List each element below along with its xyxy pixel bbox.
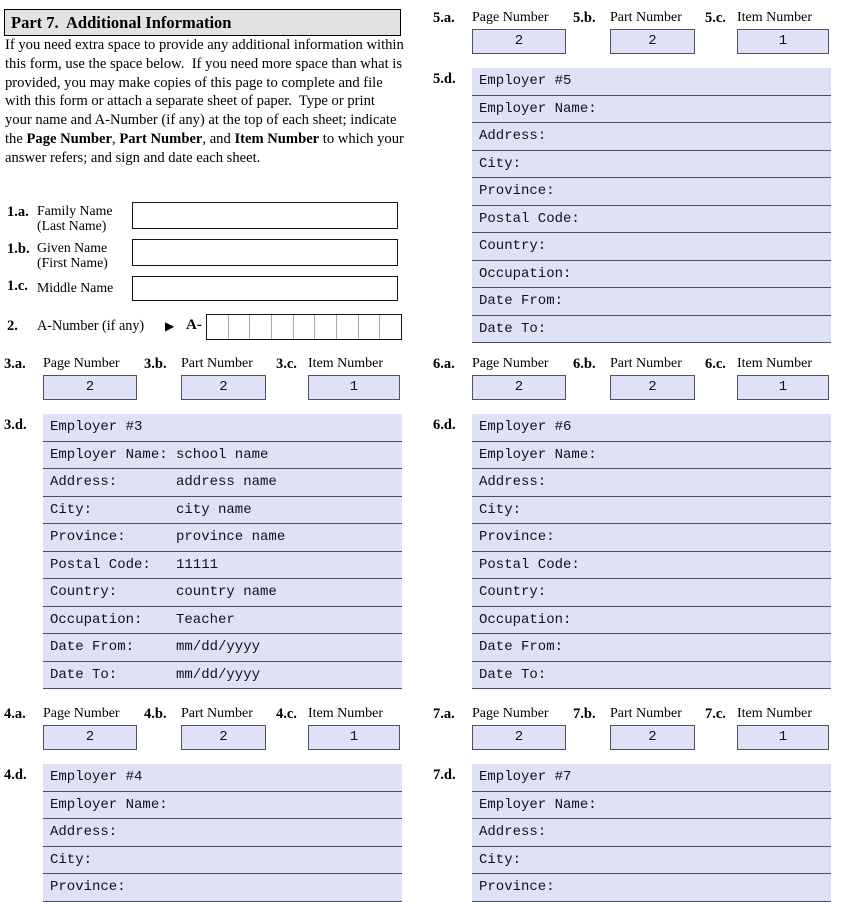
part-number-label: Part Number [610, 10, 682, 25]
field-label: Address: [50, 824, 126, 841]
field-label: Address: [479, 824, 555, 841]
family-name-input[interactable] [132, 202, 398, 229]
a-number-cell[interactable] [207, 315, 228, 339]
employer-field-row[interactable] [472, 662, 831, 690]
field-label: Province: [479, 879, 564, 896]
item-number-label: 1.a. [7, 204, 29, 220]
employer-field-row[interactable] [43, 497, 402, 525]
field-label: Employer Name: [50, 446, 177, 463]
item-label-7a: 7.a. [433, 706, 455, 722]
field-value: mm/dd/yyyy [176, 639, 261, 656]
item-number-label: Item Number [308, 356, 384, 371]
page-number-label: Page Number [472, 706, 549, 721]
employer-title-row[interactable]: Employer #6 [472, 414, 831, 442]
employer-field-row[interactable] [43, 469, 402, 497]
page-number-bold-term: Page Number [26, 130, 113, 147]
field-label: Date To: [479, 666, 555, 683]
employer-field-row[interactable] [472, 819, 831, 847]
employer-field-row[interactable] [43, 552, 402, 580]
item-label-5a: 5.a. [433, 10, 455, 26]
employer-field-row[interactable] [472, 123, 831, 151]
employer-field-row[interactable] [472, 288, 831, 316]
employer-block-5 [472, 68, 831, 343]
item-number-field[interactable]: 1 [737, 375, 829, 400]
a-number-prefix: A- [186, 317, 202, 333]
part-number-label: Part Number [181, 706, 253, 721]
employer-field-row[interactable] [43, 792, 402, 820]
field-label: Employer Name: [479, 796, 606, 813]
item-label-4a: 4.a. [4, 706, 26, 722]
item-label-3b: 3.b. [144, 356, 167, 372]
a-number-cell[interactable] [379, 315, 401, 339]
item-label-3c: 3.c. [276, 356, 297, 372]
a-number-cell[interactable] [358, 315, 380, 339]
field-label: City: [50, 501, 101, 518]
field-label: City: [479, 851, 530, 868]
part-number-field[interactable]: 2 [181, 725, 266, 750]
employer-field-row[interactable] [43, 662, 402, 690]
item-number-label: 1.c. [7, 278, 28, 294]
field-label: City: [479, 501, 530, 518]
employer-field-row[interactable] [43, 607, 402, 635]
given-name-label: Given Name (First Name) [37, 240, 108, 270]
item-label-5c: 5.c. [705, 10, 726, 26]
employer-field-row[interactable] [472, 233, 831, 261]
employer-field-row[interactable] [472, 442, 831, 470]
employer-field-row[interactable] [43, 634, 402, 662]
page-number-label: Page Number [472, 356, 549, 371]
employer-field-row[interactable] [43, 524, 402, 552]
field-label: Province: [479, 529, 564, 546]
field-value: country name [176, 584, 277, 601]
item-number-field[interactable]: 1 [737, 29, 829, 54]
part-number-label: Part Number [610, 356, 682, 371]
a-number-cell[interactable] [271, 315, 293, 339]
item-number-label: Item Number [737, 356, 813, 371]
page-number-field[interactable]: 2 [472, 375, 566, 400]
field-label: Occupation: [50, 611, 151, 628]
field-label: Address: [50, 474, 126, 491]
field-label: Address: [479, 474, 555, 491]
field-label: Postal Code: [479, 556, 589, 573]
field-value: mm/dd/yyyy [176, 666, 261, 683]
field-label: Occupation: [479, 265, 580, 282]
employer-field-row[interactable] [472, 178, 831, 206]
item-number-label: Item Number [737, 706, 813, 721]
item-label-7c: 7.c. [705, 706, 726, 722]
instructions-text: If you need extra space to provide any additional information within this form, use the space below. If you need more space than what is provided, you may make copies of this page to complete and file with this form or attach a separate sheet of paper. Type or print your name and A-Number (if any) at the top of each sheet; indicate the Page Number, Part Number, and Item Number to which your answer refers; and sign and date each sheet. [5, 37, 408, 166]
field-label: Postal Code: [479, 210, 589, 227]
field-label: Date From: [479, 639, 572, 656]
field-label: Country: [479, 238, 555, 255]
employer-block-7 [472, 764, 831, 902]
employer-block-4 [43, 764, 402, 902]
part-number-bold-term: Part Number [119, 130, 203, 147]
employer-field-row[interactable] [43, 442, 402, 470]
part-number-field[interactable]: 2 [610, 725, 695, 750]
field-value: 11111 [176, 556, 219, 573]
employer-field-row[interactable] [472, 634, 831, 662]
family-name-label: Family Name (Last Name) [37, 203, 113, 233]
a-number-label: A-Number (if any) [37, 318, 145, 334]
page-number-label: Page Number [43, 356, 120, 371]
given-name-input[interactable] [132, 239, 398, 266]
field-value: city name [176, 501, 252, 518]
employer-field-row[interactable] [43, 579, 402, 607]
a-number-cell[interactable] [228, 315, 250, 339]
part-number-label: Part Number [181, 356, 253, 371]
section-7 [433, 706, 831, 896]
item-number-field[interactable]: 1 [737, 725, 829, 750]
employer-block-3 [43, 414, 402, 689]
page-number-label: Page Number [472, 10, 549, 25]
item-label-6c: 6.c. [705, 356, 726, 372]
employer-title-row[interactable]: Employer #5 [472, 68, 831, 96]
field-label: City: [50, 851, 101, 868]
field-label: Province: [50, 879, 135, 896]
item-number-label: Item Number [308, 706, 384, 721]
employer-field-row[interactable] [472, 792, 831, 820]
instructions-segment: If you need extra space to provide any additional information within this form, use the space below. If you need more space than what is provided, you may make copies of this page to complete and file with this form or attach a separate sheet of paper. Type or print your name and A-Number (if any) at the top of each sheet; indicate the [5, 37, 408, 147]
part7-heading: Part 7. Additional Information [4, 9, 401, 36]
employer-field-row[interactable] [472, 874, 831, 902]
employer-block-6 [472, 414, 831, 689]
right-arrow-icon: ▶ [165, 319, 175, 333]
item-number-bold-term: Item Number [234, 130, 320, 147]
item-label-7b: 7.b. [573, 706, 596, 722]
middle-name-label: Middle Name [37, 280, 114, 295]
field-label: Date To: [479, 320, 555, 337]
item-number-field[interactable]: 1 [308, 725, 400, 750]
employer-field-row[interactable] [472, 579, 831, 607]
employer-field-row[interactable] [472, 524, 831, 552]
employer-title-row[interactable]: Employer #3 [43, 414, 402, 442]
part-number-field[interactable]: 2 [610, 29, 695, 54]
employer-field-row[interactable] [43, 874, 402, 902]
employer-field-row[interactable] [472, 151, 831, 179]
middle-name-input[interactable] [132, 276, 398, 301]
item-label-3d: 3.d. [4, 417, 27, 433]
a-number-cell[interactable] [314, 315, 336, 339]
item-label-7d: 7.d. [433, 767, 456, 783]
field-value: province name [176, 529, 286, 546]
section-3 [4, 356, 402, 683]
field-label: Date From: [50, 639, 143, 656]
employer-title-row[interactable]: Employer #4 [43, 764, 402, 792]
item-label-4d: 4.d. [4, 767, 27, 783]
field-label: Employer Name: [479, 100, 606, 117]
a-number-cell[interactable] [336, 315, 358, 339]
item-label-6a: 6.a. [433, 356, 455, 372]
field-label: Postal Code: [50, 556, 160, 573]
field-label: Country: [479, 584, 555, 601]
part-number-field[interactable]: 2 [181, 375, 266, 400]
item-number-field[interactable]: 1 [308, 375, 400, 400]
item-label-6b: 6.b. [573, 356, 596, 372]
field-label: Employer Name: [479, 446, 606, 463]
item-label-3a: 3.a. [4, 356, 26, 372]
item-number-label: Item Number [737, 10, 813, 25]
field-value: school name [176, 446, 269, 463]
page-number-label: Page Number [43, 706, 120, 721]
employer-field-row[interactable] [472, 96, 831, 124]
employer-field-row[interactable] [472, 497, 831, 525]
section-5 [433, 10, 831, 337]
item-label-5d: 5.d. [433, 71, 456, 87]
field-label: Address: [479, 128, 555, 145]
employer-field-row[interactable] [472, 206, 831, 234]
page-number-field[interactable]: 2 [472, 29, 566, 54]
employer-field-row[interactable] [43, 819, 402, 847]
field-label: Province: [479, 183, 564, 200]
part-number-label: Part Number [610, 706, 682, 721]
employer-field-row[interactable] [472, 469, 831, 497]
item-number-label: 1.b. [7, 241, 30, 257]
page-number-field[interactable]: 2 [472, 725, 566, 750]
field-label: City: [479, 155, 530, 172]
part-number-field[interactable]: 2 [610, 375, 695, 400]
field-label: Occupation: [479, 611, 580, 628]
employer-field-row[interactable] [472, 316, 831, 344]
a-number-cell[interactable] [293, 315, 315, 339]
a-number-comb-field[interactable] [206, 314, 402, 340]
item-label-6d: 6.d. [433, 417, 456, 433]
item-label-4c: 4.c. [276, 706, 297, 722]
field-label: Employer Name: [50, 796, 177, 813]
item-label-5b: 5.b. [573, 10, 596, 26]
employer-field-row[interactable] [472, 847, 831, 875]
page-number-field[interactable]: 2 [43, 725, 137, 750]
item-number-label: 2. [7, 318, 18, 334]
page-number-field[interactable]: 2 [43, 375, 137, 400]
field-label: Date From: [479, 293, 572, 310]
employer-field-row[interactable] [472, 607, 831, 635]
field-value: address name [176, 474, 277, 491]
field-label: Date To: [50, 666, 126, 683]
employer-field-row[interactable] [472, 552, 831, 580]
employer-title-row[interactable]: Employer #7 [472, 764, 831, 792]
field-label: Country: [50, 584, 126, 601]
field-label: Province: [50, 529, 135, 546]
section-4 [4, 706, 402, 896]
item-label-4b: 4.b. [144, 706, 167, 722]
a-number-cell[interactable] [249, 315, 271, 339]
employer-field-row[interactable] [43, 847, 402, 875]
section-6 [433, 356, 831, 683]
field-value: Teacher [176, 611, 235, 628]
employer-field-row[interactable] [472, 261, 831, 289]
